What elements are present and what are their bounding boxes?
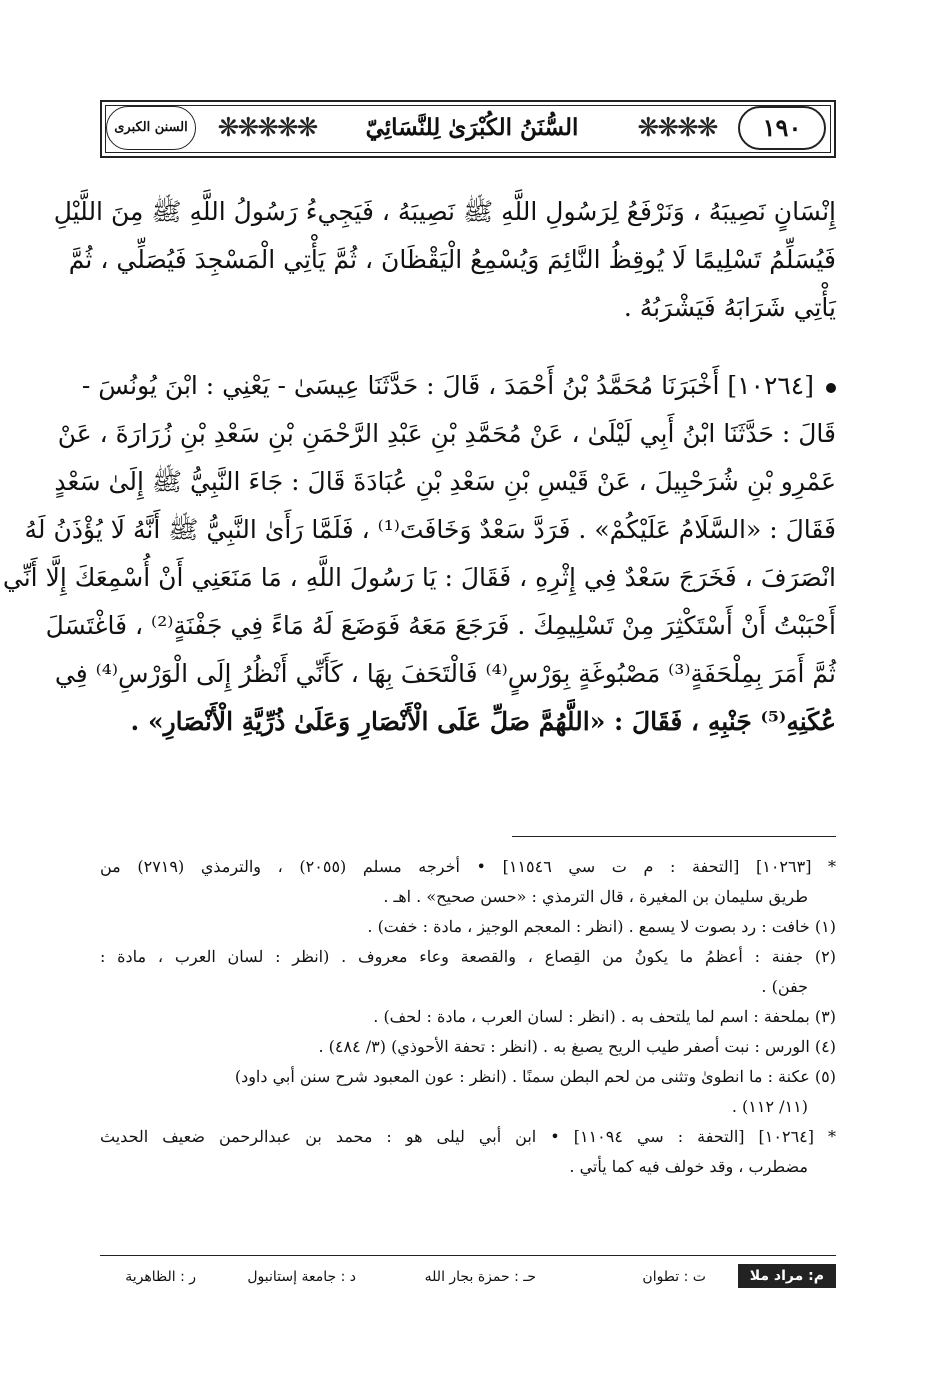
manuscript-badge: م: مراد ملا	[738, 1264, 836, 1288]
footnote-line: (٥) عكنة : ما انطوىٰ وتثنى من لحم البطن سمنًا . (انظر : عون المعبود شرح سنن أبي داود)	[234, 1067, 836, 1086]
bullet-icon	[826, 383, 836, 393]
footer-divider	[100, 1255, 836, 1256]
text-line: عُكَنِهِ⁽⁵⁾ جَنْبِهِ ، فَقَالَ : «اللَّهُمَّ صَلِّ عَلَى الْأَنْصَارِ وَعَلَىٰ ذُرِّيَّةِ الْأَنْصَارِ» .	[130, 707, 836, 736]
manuscript-key	[100, 1262, 836, 1290]
text-line	[81, 362, 836, 410]
manuscript-t: ت : تطوان	[642, 1269, 706, 1285]
text-line: إِنْسَانٍ نَصِيبَهُ ، وَنَرْفَعُ لِرَسُولِ اللَّهِ ﷺ نَصِيبَهُ ، فَيَجِيءُ رَسُولُ اللَّهِ ﷺ مِنَ اللَّيْلِ	[53, 197, 836, 226]
book-logo: السنن الكبرى	[106, 106, 196, 150]
footnote-line: (٣) بملحفة : اسم لما يلتحف به . (انظر : لسان العرب ، مادة : لحف) .	[373, 1007, 836, 1026]
hadith-opening: [١٠٢٦٤] أَخْبَرَنَا مُحَمَّدُ بْنُ أَحْمَدَ ، قَالَ : حَدَّثَنَا عِيسَىٰ - يَعْنِي : ابْنَ يُونُسَ -	[81, 371, 814, 400]
text-line: يَأْتِي شَرَابَهُ فَيَشْرَبُهُ .	[623, 293, 836, 322]
ornament-right-icon: ❋❋❋❋	[637, 113, 717, 143]
text-line: انْصَرَفَ ، فَخَرَجَ سَعْدٌ فِي إِثْرِهِ ، فَقَالَ : يَا رَسُولَ اللَّهِ ، مَا مَنَعَنِي أَنْ أُسْمِعَكَ إِلَّا أَنِّي	[2, 563, 836, 592]
hadith-10264	[2, 362, 836, 746]
footnote-line: * [١٠٢٦٤] [التحفة : سي ١١٠٩٤] • ابن أبي ليلى هو : محمد بن عبدالرحمن ضعيف الحديث	[100, 1127, 837, 1146]
footnotes	[100, 852, 836, 1182]
ornament-left-icon: ❋❋❋❋❋	[217, 113, 317, 143]
page-header	[100, 100, 836, 158]
footnote-line: (١) خافت : رد بصوت لا يسمع . (انظر : المعجم الوجيز ، مادة : خفت) .	[367, 917, 836, 936]
text-line: أَحْبَبْتُ أَنْ أَسْتَكْثِرَ مِنْ تَسْلِيمِكَ . فَرَجَعَ مَعَهُ فَوَضَعَ لَهُ مَاءً فِي جَفْنَةٍ⁽²⁾ ، فَاغْتَسَلَ	[45, 611, 836, 640]
main-text	[53, 188, 836, 332]
text-line: عَمْرِو بْنِ شُرَحْبِيلَ ، عَنْ قَيْسِ بْنِ سَعْدِ بْنِ عُبَادَةَ قَالَ : جَاءَ النَّبِيُّ ﷺ إِلَىٰ سَعْدٍ	[54, 467, 836, 496]
text-line: ثُمَّ أَمَرَ بِمِلْحَفَةٍ⁽³⁾ مَصْبُوغَةٍ بِوَرْسٍ⁽⁴⁾ فَالْتَحَفَ بِهَا ، كَأَنِّي أَنْظُرُ إِلَى الْوَرْسِ⁽⁴⁾ فِي	[54, 659, 836, 688]
footnote-line: (٢) جفنة : أعظمُ ما يكونُ من القِصاع ، والقصعة وعاء معروف . (انظر : لسان العرب ، مادة :	[100, 947, 836, 966]
footnote-line: طريق سليمان بن المغيرة ، قال الترمذي : «حسن صحيح» . اهـ .	[383, 887, 808, 906]
manuscript-r: ر : الظاهرية	[125, 1269, 196, 1285]
footnote-line: (١١/ ١١٢) .	[731, 1097, 808, 1116]
footnote-line: مضطرب ، وقد خولف فيه كما يأتي .	[569, 1157, 808, 1176]
book-title: السُّنَنُ الكُبْرَىٰ لِلنَّسَائِيّ	[365, 114, 579, 141]
text-line: فَيُسَلِّمُ تَسْلِيمًا لَا يُوقِظُ النَّائِمَ وَيُسْمِعُ الْيَقْظَانَ ، ثُمَّ يَأْتِي الْمَسْجِدَ فَيُصَلِّي ، ثُمَّ	[68, 245, 836, 274]
footnote-line: (٤) الورس : نبت أصفر طيب الريح يصبغ به . (انظر : تحفة الأحوذي) (٣/ ٤٨٤) .	[318, 1037, 836, 1056]
page-number: ١٩٠	[738, 106, 826, 150]
manuscript-d: د : جامعة إستانبول	[247, 1269, 356, 1285]
footnote-line: جفن) .	[761, 977, 808, 996]
footnote-line: * [١٠٢٦٣] [التحفة : م ت سي ١١٥٤٦] • أخرجه مسلم (٢٠٥٥) ، والترمذي (٢٧١٩) من	[100, 857, 837, 876]
manuscript-h: حـ : حمزة بجار الله	[424, 1269, 536, 1285]
text-line: فَقَالَ : «السَّلَامُ عَلَيْكُمْ» . فَرَدَّ سَعْدٌ وَخَافَتَ⁽¹⁾ ، فَلَمَّا رَأَىٰ النَّبِيُّ ﷺ أَنَّهُ لَا يُؤْذَنُ لَهُ	[24, 515, 836, 544]
text-line: قَالَ : حَدَّثَنَا ابْنُ أَبِي لَيْلَىٰ ، عَنْ مُحَمَّدِ بْنِ عَبْدِ الرَّحْمَنِ بْنِ سَعْدِ بْنِ زُرَارَةَ ، عَنْ	[57, 419, 836, 448]
footnote-divider	[512, 836, 836, 837]
